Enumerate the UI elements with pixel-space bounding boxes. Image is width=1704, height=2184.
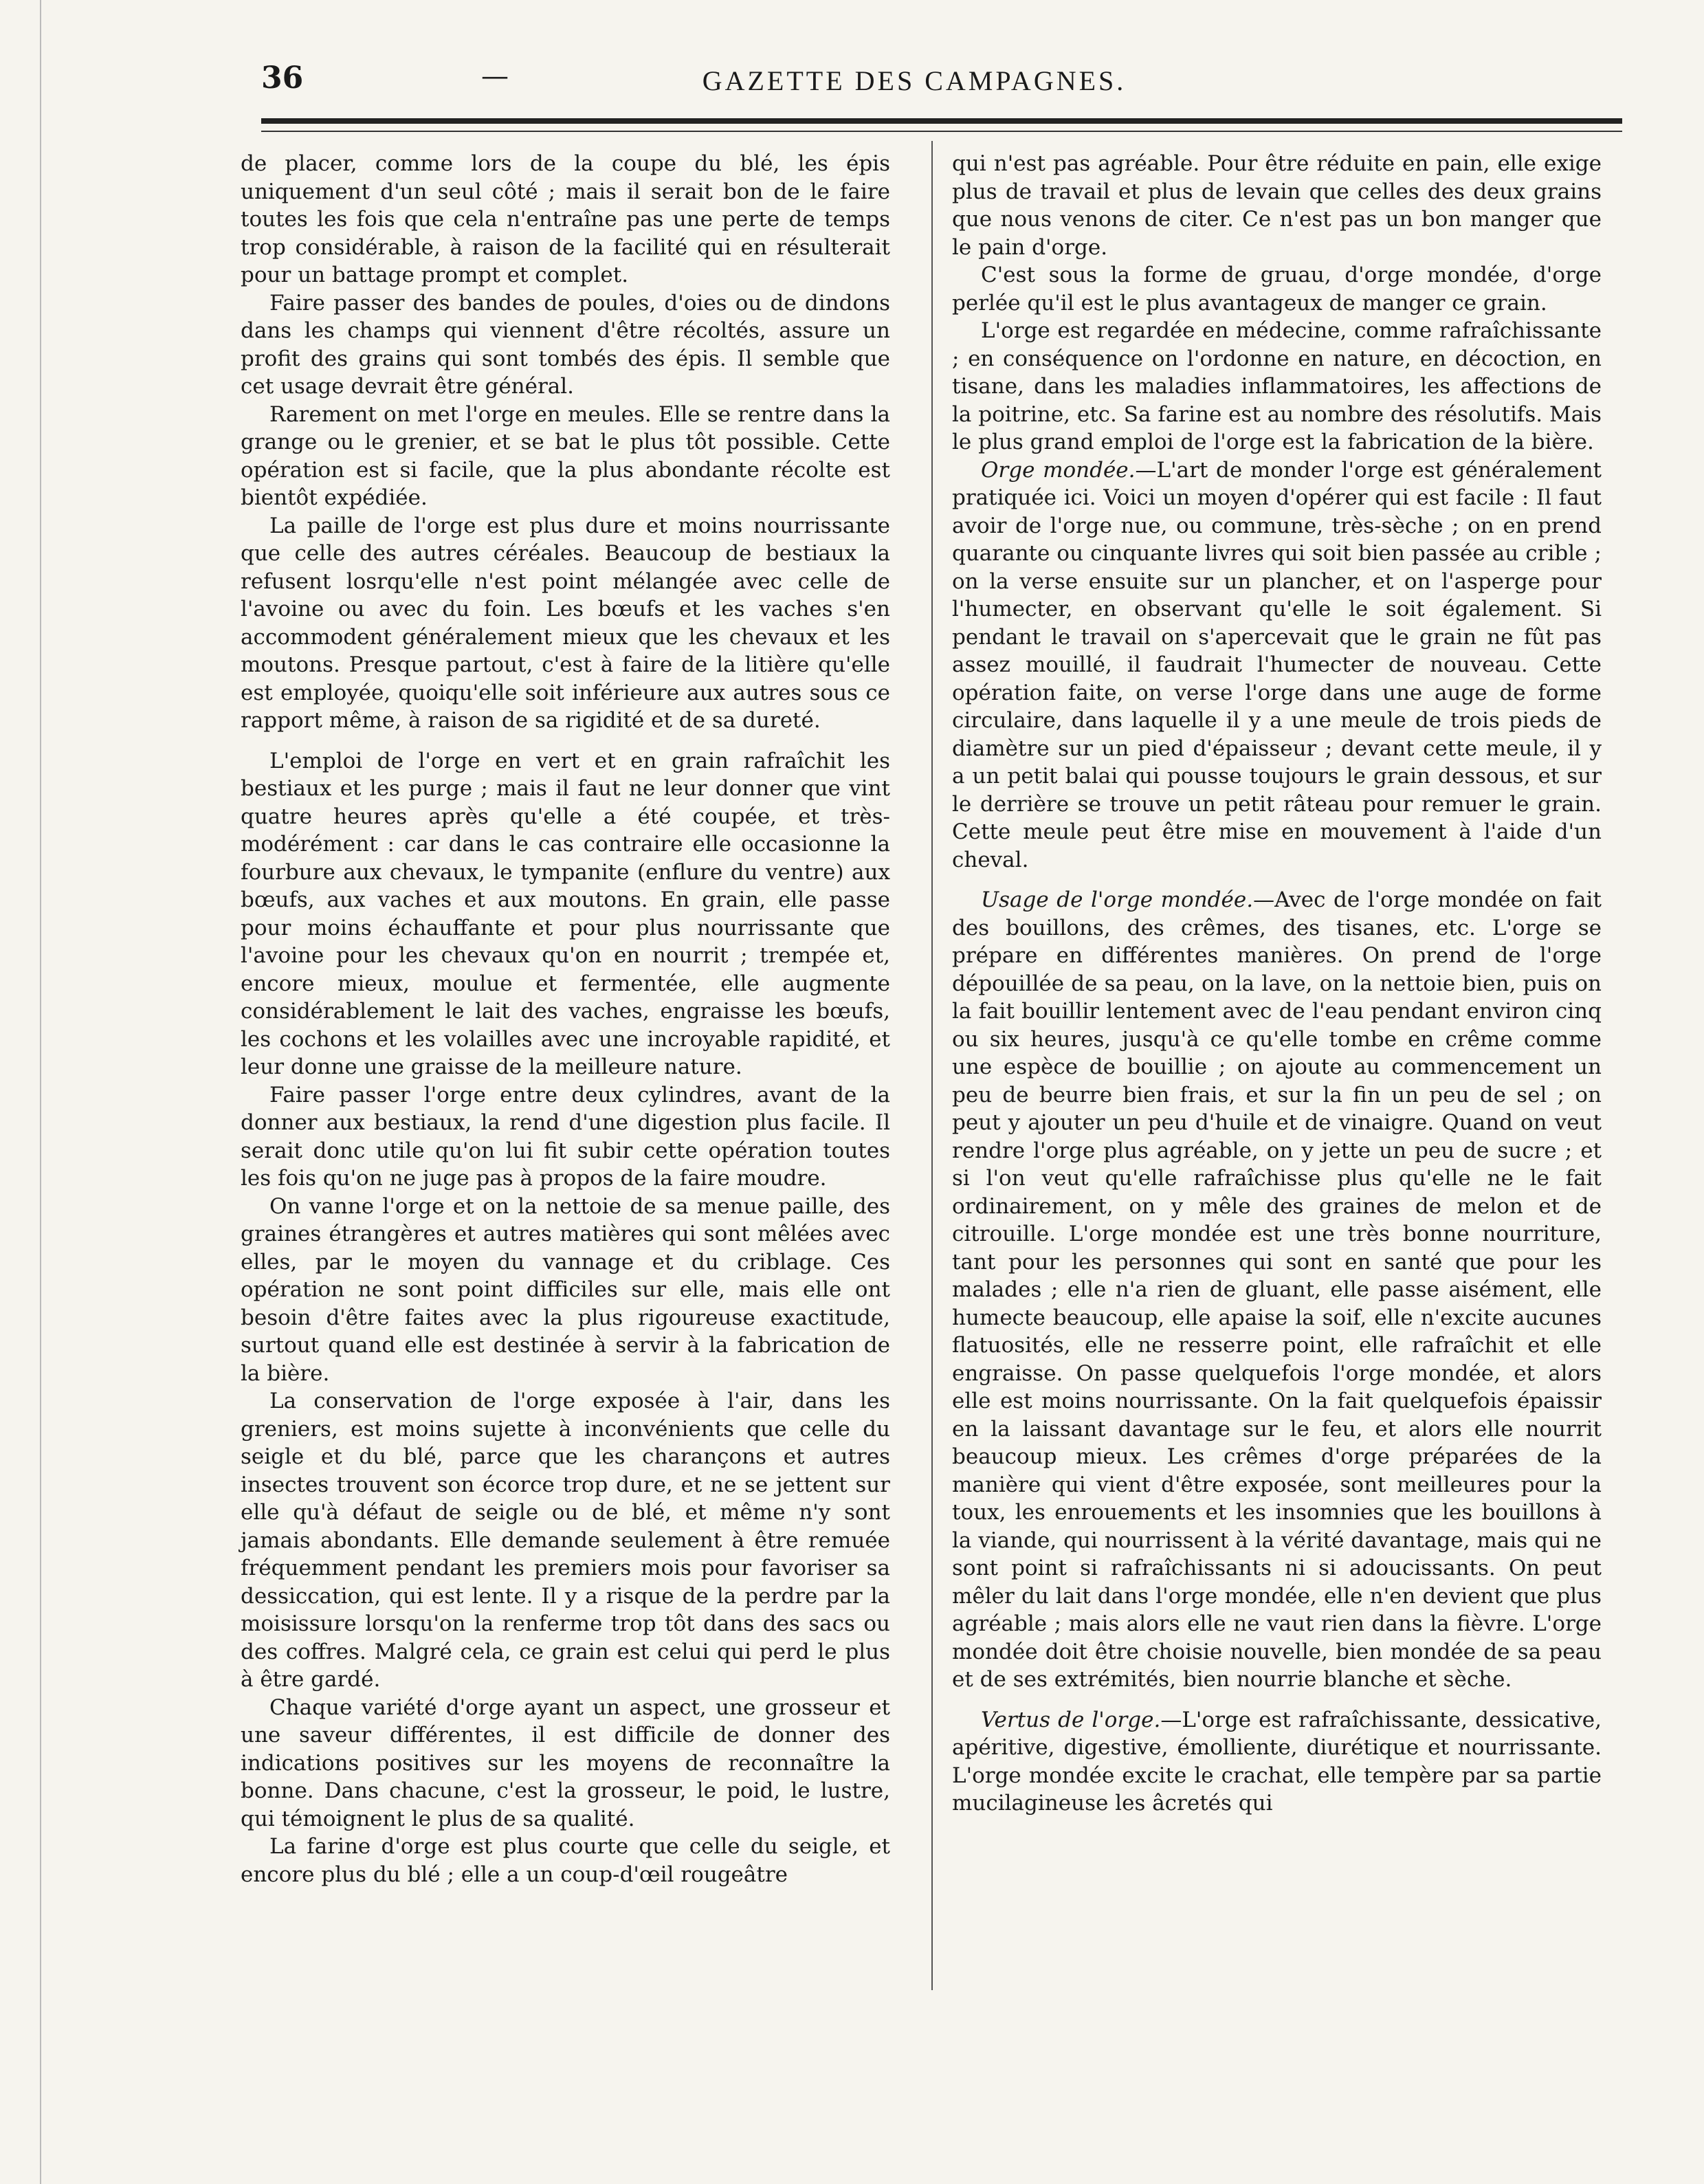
paragraph: [952, 1706, 1602, 1818]
paragraph-text: qui n'est pas agréable. Pour être réduite en pain, elle exige plus de travail et plus de levain que celles des deux grains que nous venons de citer. Ce n'est pas un bon manger que le pain d'orge.: [952, 151, 1602, 260]
page-edge-line: [40, 0, 41, 2184]
page-number: 36: [261, 60, 304, 96]
paragraph-text: —L'orge est rafraîchissante, dessicative, apéritive, digestive, émolliente, diurétique et nourrissante. L'orge mondée excite le crachat, elle tempère par sa partie mucilagineuse les âcretés qui: [952, 1707, 1602, 1816]
paragraph: On vanne l'orge et on la nettoie de sa menue paille, des graines étrangères et autres matières qui sont mêlées avec elles, par le moyen du vannage et du criblage. Ces opération ne sont point difficiles sur elle, mais elle ont besoin d'être faites avec la plus rigoureuse exactitude, surtout quand elle est destinée à servir à la fabrication de la bière.: [241, 1193, 890, 1386]
paragraph: La paille de l'orge est plus dure et moins nourrissante que celle des autres céréales. Beaucoup de bestiaux la refusent losrqu'elle n'est point mélangée avec celle de l'avoine ou avec du foin. Les bœufs et les vaches s'en accommodent généralement mieux que les chevaux et les moutons. Presque partout, c'est à faire de la litière qu'elle est employée, quoiqu'elle soit inférieure aux autres sous ce rapport même, à raison de sa rigidité et de sa dureté.: [241, 513, 890, 733]
paragraph-text: —L'art de monder l'orge est généralement pratiquée ici. Voici un moyen d'opérer qui est facile : Il faut avoir de l'orge nue, ou commune, très-sèche ; on en prend quarante ou cinquante livres qui soit bien passée au crible ; on la verse ensuite sur un plancher, et on l'asperge pour l'humecter, en observant qu'elle le soit également. Si pendant le travail on s'apercevait que le grain ne fût pas assez mouillé, il faudrait l'humecter de nouveau. Cette opération faite, on verse l'orge dans une auge de forme circulaire, dans laquelle il y a une meule de trois pieds de diamètre sur un pied d'épaisseur ; devant cette meule, il y a un petit balai qui pousse toujours le grain dessous, et sur le derrière se trouve un petit râteau pour remuer le grain. Cette meule peut être mise en mouvement à l'aide d'un cheval.: [952, 457, 1602, 872]
column-divider: [931, 141, 933, 1990]
paragraph: La conservation de l'orge exposée à l'air, dans les greniers, est moins sujette à inconvénients que celle du seigle et du blé, parce que les charançons et autres insectes trouvent son écorce trop dure, et ne se jettent sur elle qu'à défaut de seigle ou de blé, et même n'y sont jamais abondants. Elle demande seulement à être remuée fréquemment pendant les premiers mois pour favoriser sa dessiccation, qui est lente. Il y a risque de la perdre par la moisissure lorsqu'on la renferme trop tôt dans des sacs ou des coffres. Malgré cela, ce grain est celui qui perd le plus à être gardé.: [241, 1389, 890, 1692]
section-heading-usage: Usage de l'orge mondée.: [981, 887, 1254, 912]
paragraph-text: —Avec de l'orge mondée on fait des bouillons, des crêmes, des tisanes, etc. L'orge se prépare en différentes manières. On prend de l'orge dépouillée de sa peau, on la lave, on la nettoie bien, puis on la fait bouillir lentement avec de l'eau pendant environ cinq ou six heures, jusqu'à ce qu'elle tombe en crême comme une espèce de bouillie ; on ajoute au commencement un peu de beurre bien frais, et sur la fin un peu de sel ; on peut y ajouter un peu d'huile et de vinaigre. Quand on veut rendre l'orge plus agréable, on y jette un peu de sucre ; et si l'on veut qu'elle rafraîchisse plus qu'elle ne le fait ordinairement, on y mêle des graines de melon et de citrouille. L'orge mondée est une très bonne nourriture, tant pour les personnes qui sont en santé que pour les malades ; elle n'a rien de gluant, elle passe aisément, elle humecte beaucoup, elle apaise la soif, elle n'excite aucunes flatuosités, elle ne resserre point, elle rafraîchit et elle engraisse. On passe quelquefois l'orge mondée, et alors elle est moins nourrissante. On la fait quelquefois épaissir en la laissant davantage sur le feu, et alors elle nourrit beaucoup mieux. Les crêmes d'orge préparées de la manière qui vient d'être exposée, sont meilleures pour la toux, les enrouements et les insomnies que les bouillons à la viande, qui nourrissent à la vérité davantage, mais qui ne sont point si rafraîchissants ni si adoucissants. On peut mêler du lait dans l'orge mondée, elle n'en devient que plus agréable ; mais alors elle ne vaut rien dans la fièvre. L'orge mondée doit être choisie nouvelle, bien mondée de sa peau et de ses extrémités, bien nourrie blanche et sèche.: [952, 887, 1602, 1692]
running-title: GAZETTE DES CAMPAGNES.: [702, 65, 1127, 96]
paragraph: de placer, comme lors de la coupe du blé, les épis uniquement d'un seul côté ; mais il serait bon de le faire toutes les fois que cela n'entraîne pas une perte de temps trop considérable, à raison de la facilité qui en résulterait pour un battage prompt et complet.: [241, 151, 890, 287]
paragraph: [952, 261, 1602, 317]
paragraph-text: C'est sous la forme de gruau, d'orge mondée, d'orge perlée qu'il est le plus avantageux de manger ce grain.: [952, 263, 1602, 316]
paragraph: La farine d'orge est plus courte que celle du seigle, et encore plus du blé ; elle a un coup-d'œil rougeâtre: [241, 1834, 890, 1887]
paragraph: Faire passer l'orge entre deux cylindres, avant de la donner aux bestiaux, la rend d'une digestion plus facile. Il serait donc utile qu'on lui fit subir cette opération toutes les fois qu'on ne juge pas à propos de la faire moudre.: [241, 1082, 890, 1191]
right-column: [952, 150, 1602, 1818]
paragraph: [952, 150, 1602, 261]
left-column: [241, 150, 890, 1888]
section-heading-orge-mondee: Orge mondée.: [981, 457, 1136, 483]
paragraph: L'emploi de l'orge en vert et en grain rafraîchit les bestiaux et les purge ; mais il faut ne leur donner que vint quatre heures après qu'elle a été coupée, et très-modérément : car dans le cas contraire elle occasionne la fourbure aux chevaux, le tympanite (enflure du ventre) aux bœufs, aux vaches et aux moutons. En grain, elle passe pour moins échauffante et pour plus nourrissante que l'avoine pour les chevaux qu'on en nourrit ; trempée et, encore mieux, moulue et fermentée, elle augmente considérablement le lait des vaches, engraisse les bœufs, les cochons et les volailles avec une incroyable rapidité, et leur donne une graisse de la meilleure nature.: [241, 748, 890, 1079]
page-header: [261, 60, 1622, 109]
paragraph: Rarement on met l'orge en meules. Elle se rentre dans la grange ou le grenier, et se bat le plus tôt possible. Cette opération est si facile, que la plus abondante récolte est bientôt expédiée.: [241, 401, 890, 510]
paragraph: Faire passer des bandes de poules, d'oies ou de dindons dans les champs qui viennent d'être récoltés, assure un profit des grains qui sont tombés des épis. Il semble que cet usage devrait être général.: [241, 290, 890, 399]
paragraph-text: L'orge est regardée en médecine, comme rafraîchissante ; en conséquence on l'ordonne en nature, en décoction, en tisane, dans les maladies inflammatoires, les affections de la poitrine, etc. Sa farine est au nombre des résolutifs. Mais le plus grand emploi de l'orge est la fabrication de la bière.: [952, 318, 1602, 454]
header-rule-thick: [261, 118, 1622, 124]
paragraph: [952, 886, 1602, 1694]
header-rule-thin: [261, 131, 1622, 132]
section-heading-vertus: Vertus de l'orge.: [981, 1707, 1161, 1732]
paragraph: [952, 317, 1602, 456]
header-separator: —: [481, 60, 509, 92]
paragraph: Chaque variété d'orge ayant un aspect, une grosseur et une saveur différentes, il est difficile de donner des indications positives sur les moyens de reconnaître la bonne. Dans chacune, c'est la grosseur, le poid, le lustre, qui témoignent le plus de sa qualité.: [241, 1695, 890, 1831]
paragraph: [952, 456, 1602, 874]
